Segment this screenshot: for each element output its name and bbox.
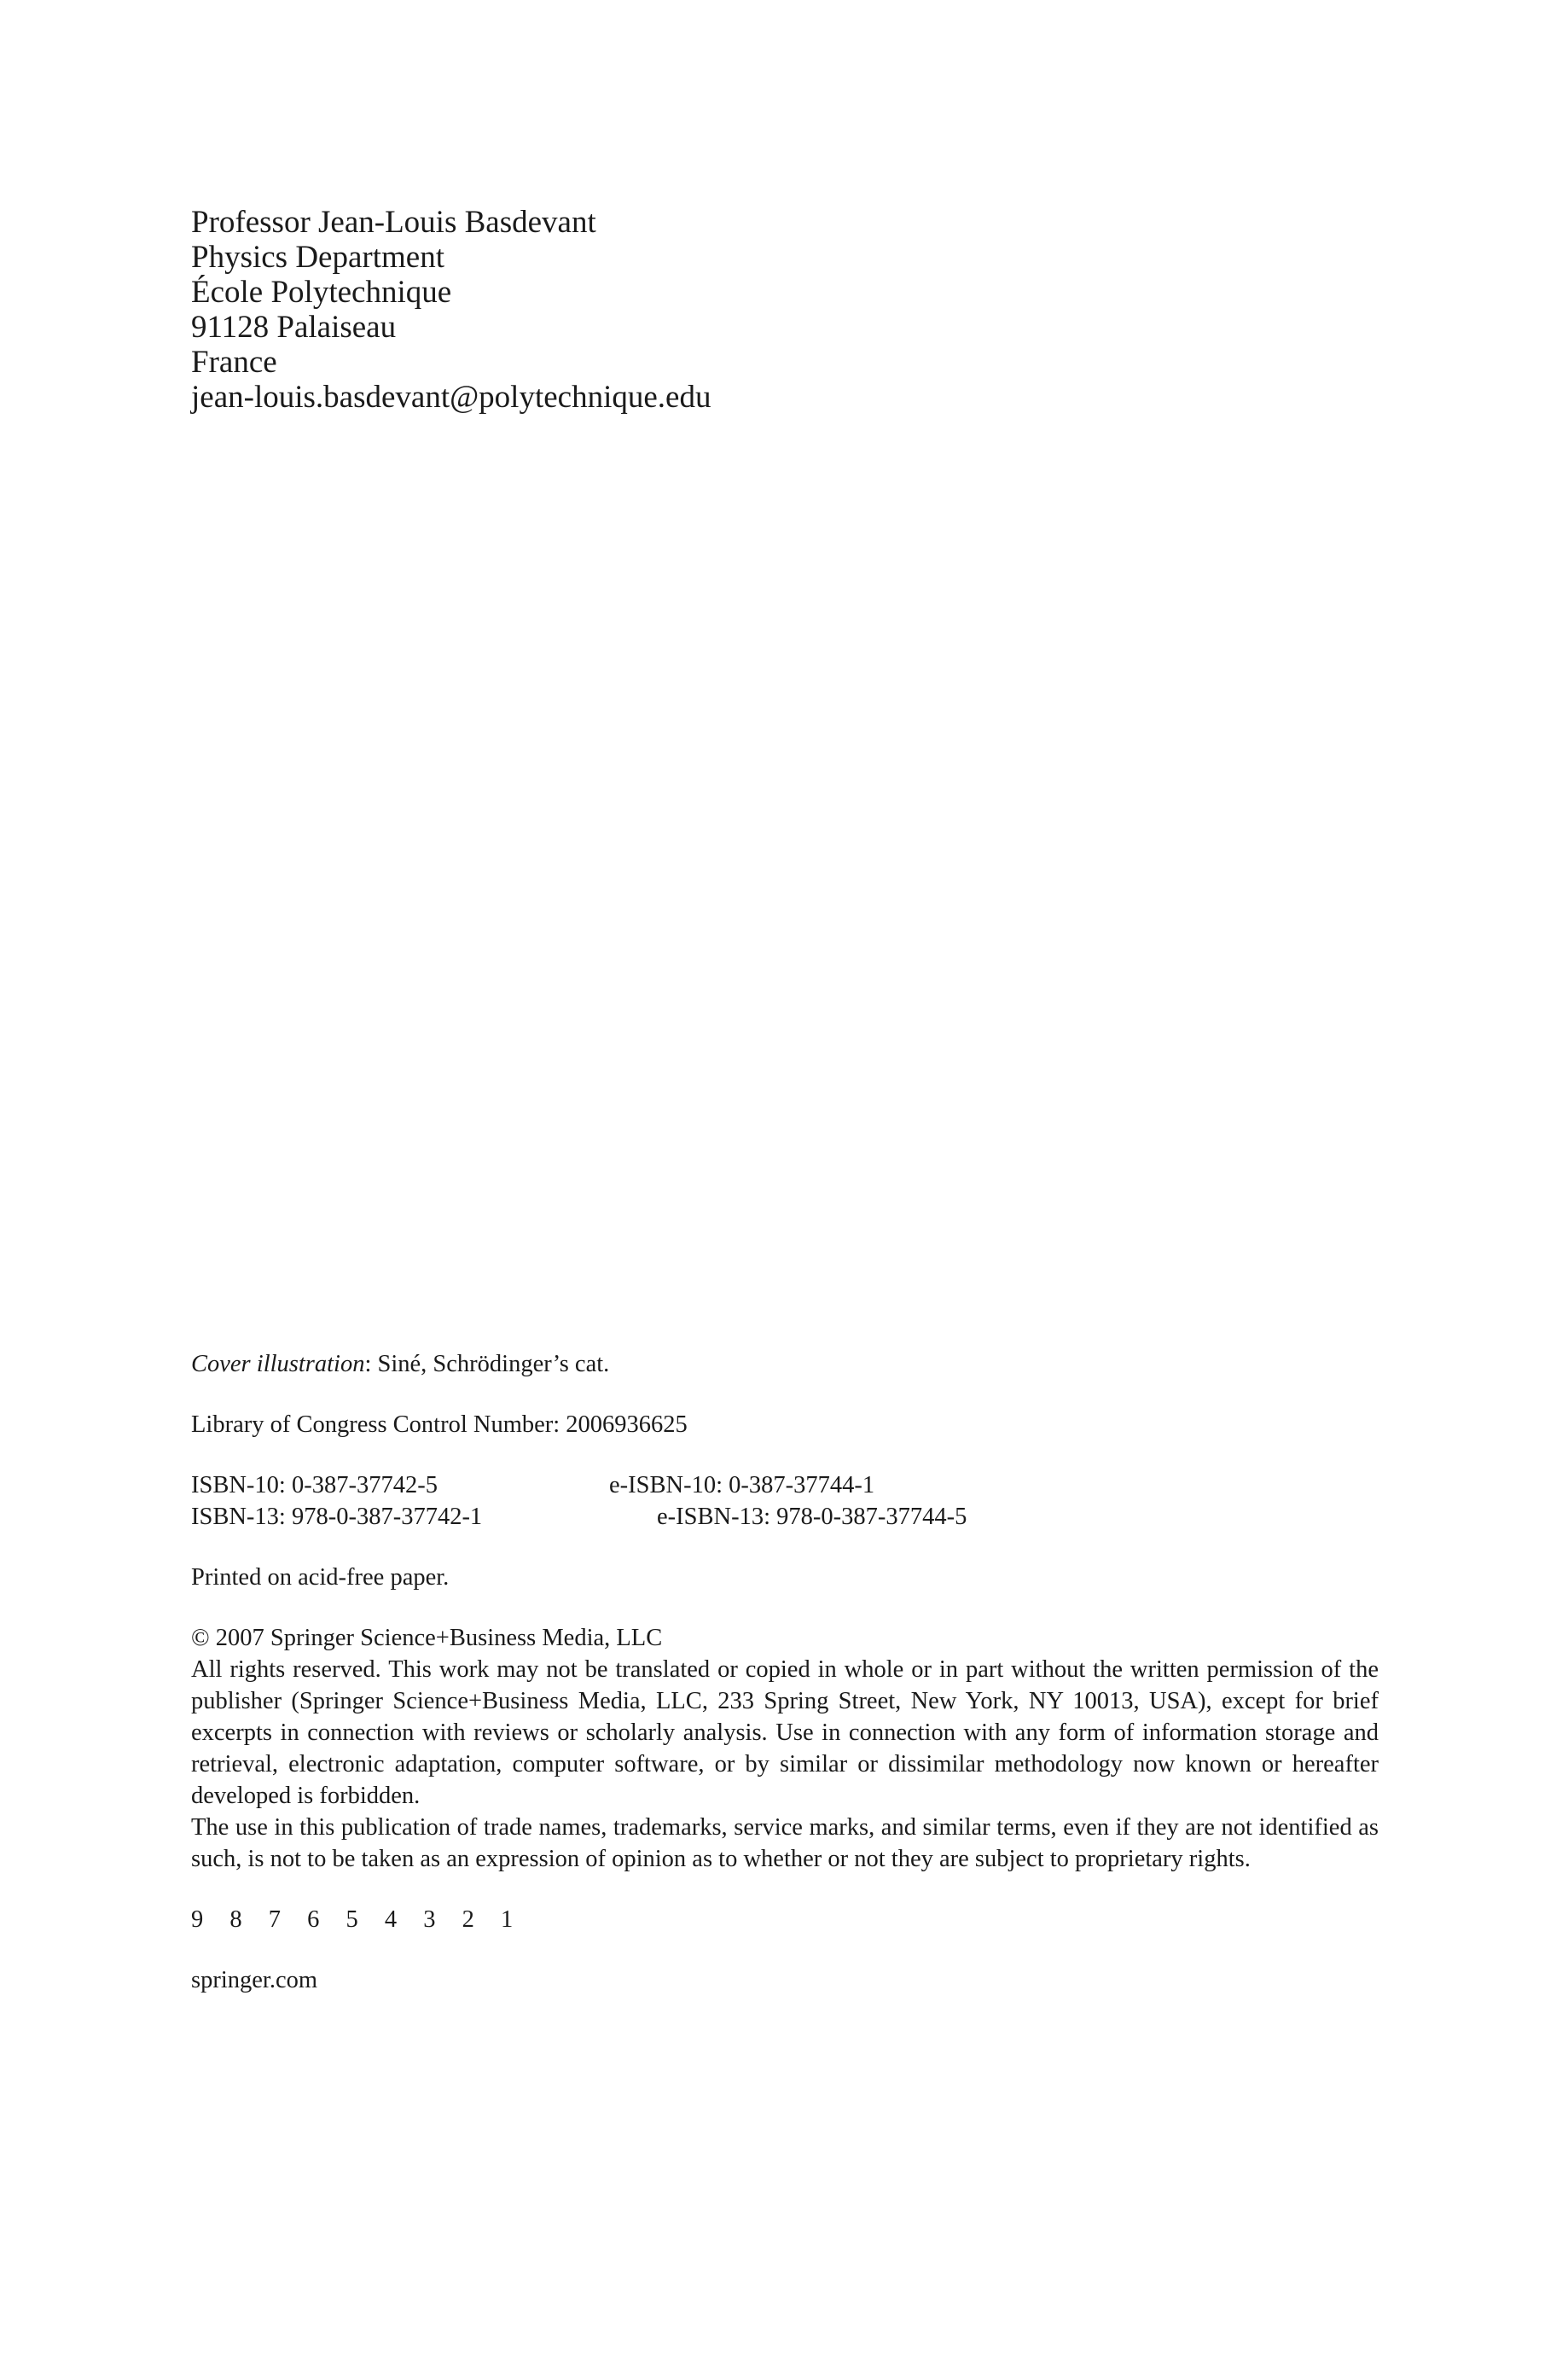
- e-isbn-10: e-ISBN-10: 0-387-37744-1: [609, 1472, 875, 1498]
- publisher-website: springer.com: [191, 1967, 318, 1993]
- cover-illustration-label: Cover illustration: [191, 1351, 365, 1377]
- rights-paragraph: All rights reserved. This work may not be translated or copied in whole or in part without the written permission of the publisher (Springer Science+Business Media, LLC, 233 Spring Street, New York, NY 10013, USA), except for brief excerpts in connection with reviews or scholarly analysis. Use in connection with any form of information storage and retrieval, electronic adaptation, computer software, or by similar or dissimilar methodology now known or hereafter developed is forbidden.: [191, 1656, 1379, 1809]
- e-isbn-13: e-ISBN-13: 978-0-387-37744-5: [657, 1504, 967, 1530]
- imprint-block: [191, 1348, 1379, 1996]
- trademarks-paragraph: The use in this publication of trade names, trademarks, service marks, and similar terms, even if they are not identified as such, is not to be taken as an expression of opinion as to whether or not they are subject to proprietary rights.: [191, 1814, 1379, 1872]
- author-address: [191, 205, 711, 415]
- isbn-13: ISBN-13: 978-0-387-37742-1: [191, 1504, 483, 1530]
- lccn: Library of Congress Control Number: 2006936625: [191, 1411, 688, 1438]
- author-country: France: [191, 345, 277, 380]
- isbn-10: ISBN-10: 0-387-37742-5: [191, 1472, 438, 1498]
- cover-illustration-credit: [191, 1348, 1379, 1380]
- author-department: Physics Department: [191, 240, 444, 275]
- acid-free-paper-note: Printed on acid-free paper.: [191, 1564, 450, 1591]
- printing-line: 9 8 7 6 5 4 3 2 1: [191, 1906, 524, 1933]
- author-school: École Polytechnique: [191, 275, 452, 310]
- author-email: jean-louis.basdevant@polytechnique.edu: [191, 380, 711, 415]
- copyright-notice: © 2007 Springer Science+Business Media, LLC: [191, 1625, 663, 1651]
- isbn-13-row: [191, 1501, 1379, 1533]
- isbn-10-row: [191, 1469, 1379, 1501]
- author-postcode-city: 91128 Palaiseau: [191, 310, 397, 345]
- author-name: Professor Jean-Louis Basdevant: [191, 205, 596, 240]
- cover-illustration-text: : Siné, Schrödinger’s cat.: [364, 1351, 610, 1377]
